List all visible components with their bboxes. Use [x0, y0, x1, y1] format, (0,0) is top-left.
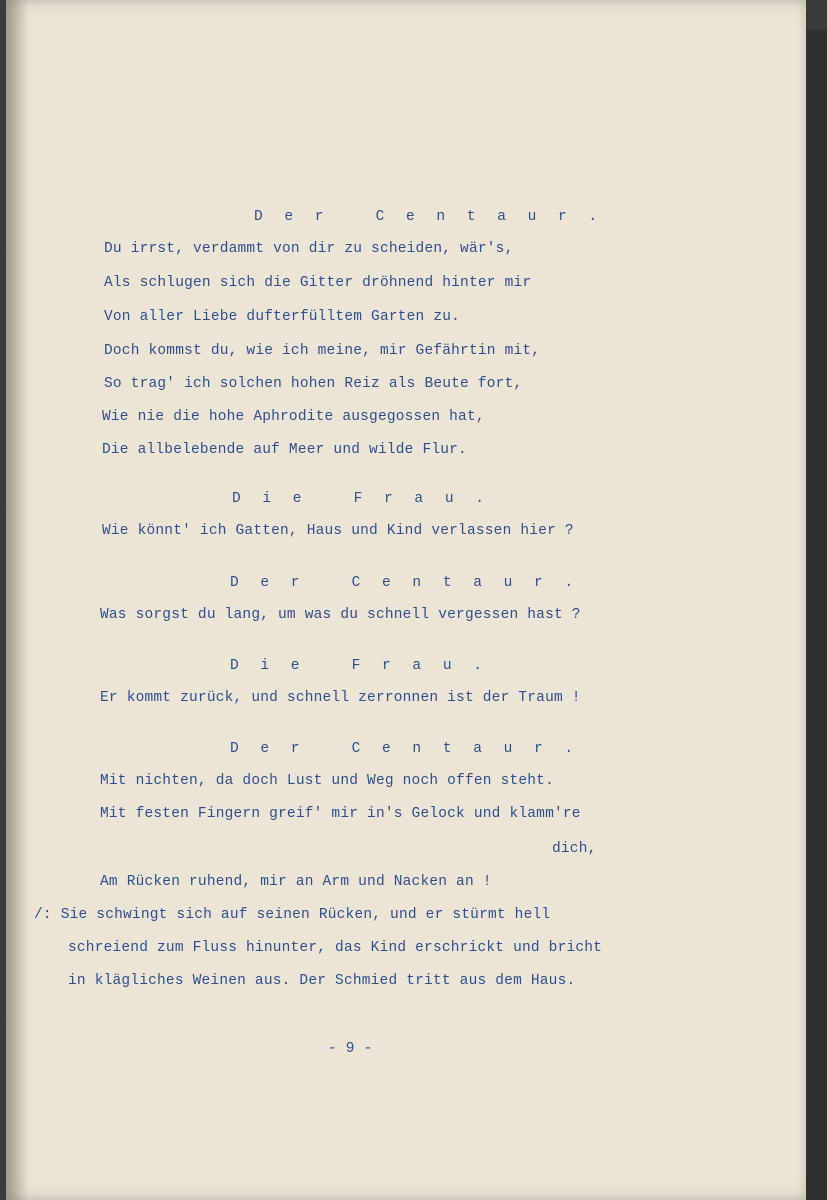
speaker-heading: D i e F r a u .: [232, 491, 491, 507]
verse-line: Als schlugen sich die Gitter dröhnend hinter mir: [104, 275, 532, 291]
stage-direction-line: schreiend zum Fluss hinunter, das Kind erschrickt und bricht: [68, 940, 603, 956]
verse-line: Du irrst, verdammt von dir zu scheiden, wär's,: [104, 241, 514, 257]
verse-line: Die allbelebende auf Meer und wilde Flur.: [102, 442, 467, 458]
stage-direction-line: in klägliches Weinen aus. Der Schmied tritt aus dem Haus.: [68, 973, 576, 989]
speaker-heading: D i e F r a u .: [230, 658, 489, 674]
speaker-heading: D e r C e n t a u r .: [254, 209, 604, 225]
verse-line: Am Rücken ruhend, mir an Arm und Nacken an !: [100, 874, 492, 890]
stage-direction-line: /: Sie schwingt sich auf seinen Rücken, und er stürmt hell: [34, 907, 551, 923]
verse-line: Mit nichten, da doch Lust und Weg noch offen steht.: [100, 773, 554, 789]
verse-line: Von aller Liebe dufterfülltem Garten zu.: [104, 309, 461, 325]
document-page: [6, 0, 806, 1200]
verse-line: Mit festen Fingern greif' mir in's Gelock und klamm're: [100, 806, 581, 822]
verse-line: Wie könnt' ich Gatten, Haus und Kind verlassen hier ?: [102, 523, 574, 539]
verse-line: Wie nie die hohe Aphrodite ausgegossen hat,: [102, 409, 485, 425]
verse-line: So trag' ich solchen hohen Reiz als Beute fort,: [104, 376, 523, 392]
page-edge-shadow: [806, 30, 827, 1200]
verse-line: Er kommt zurück, und schnell zerronnen ist der Traum !: [100, 690, 581, 706]
verse-line: Was sorgst du lang, um was du schnell vergessen hast ?: [100, 607, 581, 623]
speaker-heading: D e r C e n t a u r .: [230, 575, 580, 591]
page-number: - 9 -: [328, 1041, 373, 1057]
verse-line-continuation: dich,: [552, 841, 597, 857]
verse-line: Doch kommst du, wie ich meine, mir Gefährtin mit,: [104, 343, 541, 359]
speaker-heading: D e r C e n t a u r .: [230, 741, 580, 757]
binding-shadow: [6, 0, 28, 1200]
